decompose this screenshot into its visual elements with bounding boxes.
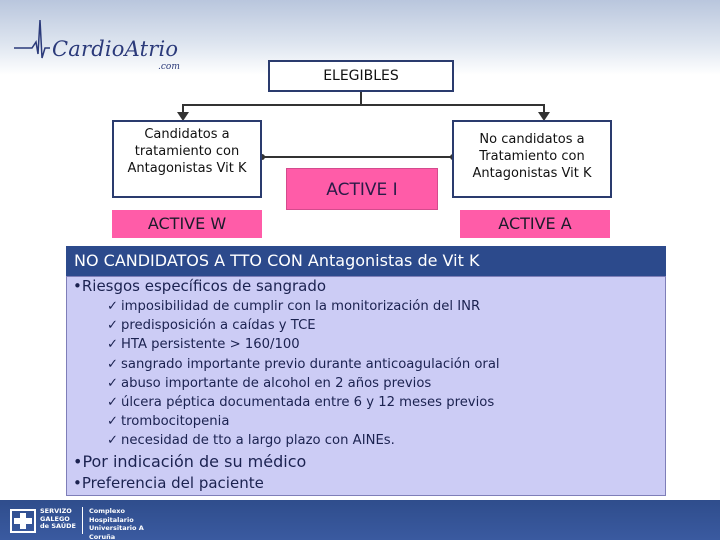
- elegibles-box: ELEGIBLES: [268, 60, 454, 92]
- active-w-box: ACTIVE W: [112, 210, 262, 238]
- list-item-text: úlcera péptica documentada entre 6 y 12 meses previos: [121, 395, 495, 411]
- check-icon: ✓: [107, 299, 119, 314]
- non-candidates-line: Tratamiento con: [479, 149, 585, 164]
- logo-main-text: Cardio: [52, 37, 125, 61]
- list-item: [107, 412, 500, 431]
- criteria-list: [107, 297, 500, 451]
- bullet-doctor-indication: •Por indicación de su médico: [73, 452, 307, 471]
- list-item: [107, 297, 500, 316]
- logo-text: [52, 37, 178, 61]
- list-item-text: abuso importante de alcohol en 2 años previos: [121, 375, 432, 391]
- list-item-text: trombocitopenia: [121, 414, 230, 430]
- list-item: [107, 335, 500, 354]
- logo-accent-text: Atrio: [124, 37, 179, 61]
- list-item-text: imposibilidad de cumplir con la monitorización del INR: [121, 299, 481, 314]
- candidates-box: [112, 120, 262, 198]
- check-icon: ✓: [107, 414, 119, 430]
- check-icon: ✓: [107, 395, 119, 411]
- list-item: [107, 316, 500, 335]
- list-item-text: predisposición a caídas y TCE: [121, 318, 316, 334]
- logo-suffix: .com: [158, 62, 180, 72]
- check-icon: ✓: [107, 375, 119, 391]
- bullet-bleeding-risks: •Riesgos específicos de sangrado: [73, 277, 327, 295]
- org-name: [40, 508, 76, 531]
- active-a-box: ACTIVE A: [460, 210, 610, 238]
- list-item: [107, 431, 500, 450]
- hospital-line: A Coruña: [89, 541, 123, 549]
- list-item-text: sangrado importante previo durante anticoagulación oral: [121, 356, 500, 372]
- panel-title: NO CANDIDATOS A TTO CON Antagonistas de Vit K: [66, 246, 666, 276]
- check-icon: ✓: [107, 433, 119, 449]
- list-item: [107, 355, 500, 374]
- non-candidates-box: [452, 120, 612, 198]
- candidates-line: Antagonistas Vit K: [127, 161, 247, 176]
- non-candidates-line: No candidatos a: [479, 132, 585, 147]
- org-line: GALEGO: [40, 514, 70, 523]
- connector-top-vertical: [360, 92, 362, 104]
- org-line: de SAÚDE: [40, 522, 76, 530]
- org-line: SERVIZO: [40, 507, 72, 515]
- check-icon: ✓: [107, 318, 119, 334]
- list-item: [107, 393, 500, 412]
- check-icon: ✓: [107, 337, 119, 353]
- criteria-panel: [66, 276, 666, 496]
- check-icon: ✓: [107, 356, 119, 372]
- non-candidates-line: Antagonistas Vit K: [472, 166, 592, 181]
- hospital-name: [82, 507, 170, 549]
- candidates-line: tratamiento con: [134, 144, 240, 159]
- hospital-line: Complexo Hospitalario: [89, 507, 134, 524]
- connector-middle-horizontal: [262, 156, 454, 158]
- cardioatrio-logo: [14, 10, 184, 72]
- footer-institution-logo: [10, 507, 170, 549]
- sergas-emblem-icon: [10, 509, 36, 533]
- list-item-text: HTA persistente > 160/100: [121, 337, 300, 353]
- connector-top-horizontal: [182, 104, 544, 106]
- bullet-patient-preference: •Preferencia del paciente: [73, 474, 264, 492]
- list-item: [107, 374, 500, 393]
- hospital-line: Universitario A Coruña: [89, 524, 144, 541]
- list-item-text: necesidad de tto a largo plazo con AINEs.: [121, 433, 395, 449]
- active-i-box: ACTIVE I: [286, 168, 438, 210]
- candidates-line: Candidatos a: [144, 127, 230, 142]
